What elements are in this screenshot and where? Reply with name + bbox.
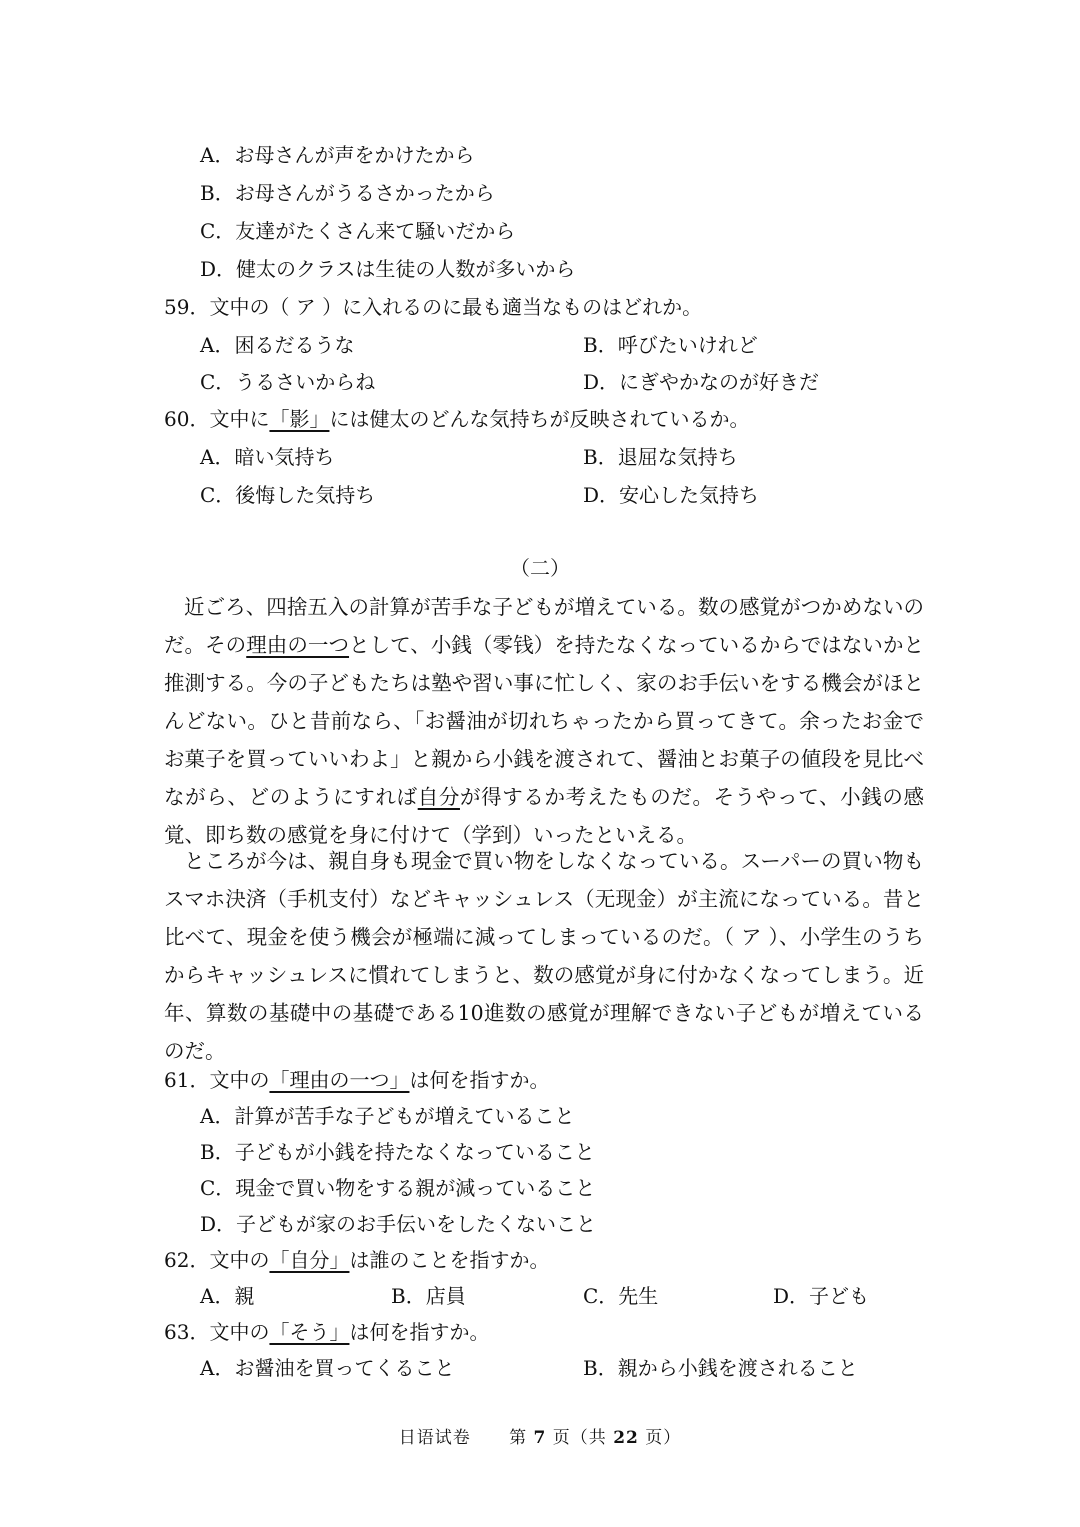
- q61-option-a: A．計算が苦手な子どもが増えていること: [200, 1104, 575, 1128]
- footer-page-label-a: 第: [509, 1428, 528, 1448]
- q61-stem-text: は何を指すか。: [409, 1068, 550, 1092]
- q61-option-c: C．現金で買い物をする親が減っていること: [200, 1176, 596, 1200]
- q62-option-c: C．先生: [583, 1284, 659, 1308]
- passage-p2-text: ところが今は、親自身も現金で買い物をしなくなっている。スーパーの買い物もスマホ決済（手机支付）などキャッシュレス（无现金）が主流になっている。昔と比べて、現金を使う機会が極端に減ってしまっているのだ。（ ア ）、小学生のうちからキャッシュレスに慣れてしまうと、数の感覚が身に付かなくなってしまう。近年、算数の基礎中の基礎である10進数の感覚が理解できない子どもが増えているのだ。: [164, 849, 924, 1063]
- q58-option-c: C．友達がたくさん来て騒いだから: [200, 219, 516, 243]
- passage-paragraph-2: [164, 842, 924, 1070]
- passage-p1-text-a: 近ごろ、四捨五入の計算が苦手な子どもが増えている。数の感覚がつかめないのだ。その: [164, 595, 924, 657]
- q61-stem-number: 61．文中の: [164, 1068, 270, 1092]
- q63-option-a: A．お醤油を買ってくること: [200, 1356, 455, 1380]
- q60-option-d: D．安心した気持ち: [583, 483, 760, 507]
- q60-option-a: A．暗い気持ち: [200, 445, 335, 469]
- q63-stem-number: 63．文中の: [164, 1320, 270, 1344]
- q59-option-b: B．呼びたいけれど: [583, 333, 758, 357]
- q62-option-b: B．店員: [391, 1284, 466, 1308]
- q60-marked-word: 「影」: [269, 407, 330, 431]
- q62-marked-word: 「自分」: [269, 1248, 350, 1272]
- q60-stem-number: 60．文中に: [164, 407, 270, 431]
- q61-stem: [164, 1068, 549, 1092]
- q61-marked-word: 「理由の一つ」: [269, 1068, 410, 1092]
- q62-stem: [164, 1248, 549, 1272]
- q62-option-d: D．子ども: [773, 1284, 870, 1308]
- q61-option-b: B．子どもが小銭を持たなくなっていること: [200, 1140, 595, 1164]
- passage-paragraph-1: [164, 588, 924, 854]
- q58-option-d: D．健太のクラスは生徒の人数が多いから: [200, 257, 576, 281]
- passage-marked-reason: 理由の一つ: [246, 633, 350, 657]
- q60-stem: [164, 407, 749, 431]
- page-footer: [0, 1426, 1080, 1450]
- q59-stem: 59．文中の（ ア ）に入れるのに最も適当なものはどれか。: [164, 295, 703, 319]
- q62-stem-text: は誰のことを指すか。: [349, 1248, 550, 1272]
- section-title: （二）: [510, 556, 570, 580]
- passage-p1-text-c: が得するか考えたものだ。そうやって、小銭の感覚、即ち数の感覚を身に付けて（学到）いったといえる。: [164, 785, 925, 847]
- q60-option-b: B．退屈な気持ち: [583, 445, 738, 469]
- q58-option-b: B．お母さんがうるさかったから: [200, 181, 495, 205]
- q63-marked-word: 「そう」: [269, 1320, 350, 1344]
- footer-page-number: 7: [533, 1428, 547, 1448]
- q60-option-c: C．後悔した気持ち: [200, 483, 376, 507]
- q61-option-d: D．子どもが家のお手伝いをしたくないこと: [200, 1212, 597, 1236]
- footer-page-label-c: 页）: [645, 1428, 682, 1448]
- passage-marked-self: 自分: [417, 785, 460, 809]
- q63-stem: [164, 1320, 489, 1344]
- q58-option-a: A．お母さんが声をかけたから: [200, 143, 475, 167]
- footer-subject: 日语试卷: [398, 1428, 471, 1448]
- q60-stem-text: には健太のどんな気持ちが反映されているか。: [329, 407, 750, 431]
- q63-stem-text: は何を指すか。: [349, 1320, 490, 1344]
- passage-p1-text-b: として、小銭（零钱）を持たなくなっているからではないかと推測する。今の子どもたちは塾や習い事に忙しく、家のお手伝いをする機会がほとんどない。ひと昔前なら、「お醤油が切れちゃったから買ってきて。余ったお金でお菓子を買っていいわよ」と親から小銭を渡されて、醤油とお菓子の値段を見比べながら、どのようにすれば: [164, 633, 924, 809]
- q62-option-a: A．親: [200, 1284, 255, 1308]
- q59-option-a: A．困るだるうな: [200, 333, 355, 357]
- q59-option-c: C．うるさいからね: [200, 370, 376, 394]
- footer-total-pages: 22: [613, 1428, 639, 1448]
- q59-option-d: D．にぎやかなのが好きだ: [583, 370, 820, 394]
- q63-option-b: B．親から小銭を渡されること: [583, 1356, 858, 1380]
- footer-page-label-b: 页（共: [552, 1428, 607, 1448]
- q62-stem-number: 62．文中の: [164, 1248, 270, 1272]
